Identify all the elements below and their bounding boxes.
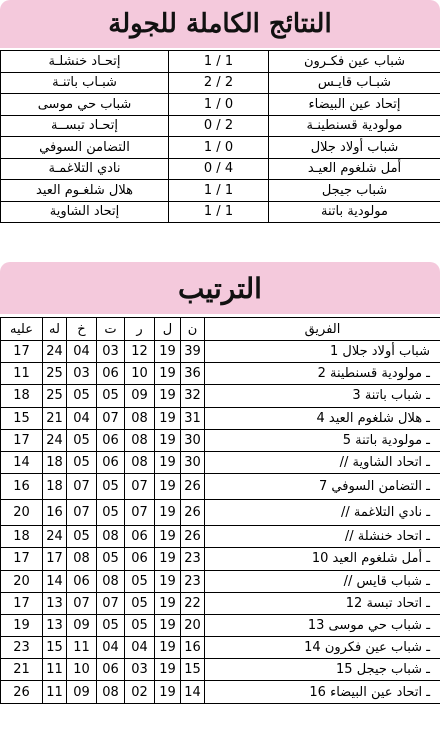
result-row [1, 201, 440, 223]
home-team: شباب جيجل [269, 180, 440, 202]
standings-row [1, 451, 440, 473]
stat-w: 05 [125, 570, 155, 592]
standings-row [1, 363, 440, 385]
standings-row [1, 474, 440, 500]
match-score: 0 / 2 [169, 115, 269, 137]
away-team: هلال شلغـوم العيد [1, 180, 169, 202]
stat-ga: 17 [1, 548, 43, 570]
away-team: إتحاد الشاوية [1, 201, 169, 223]
col-points: ن [181, 318, 205, 341]
stat-l: 05 [67, 451, 97, 473]
stat-gf: 17 [43, 548, 67, 570]
standings-row [1, 637, 440, 659]
col-lost: خ [67, 318, 97, 341]
col-drawn: ت [97, 318, 125, 341]
standings-row [1, 570, 440, 592]
team-name: // ـ اتحاد خنشلة [205, 526, 440, 548]
team-name: 16 ـ اتحاد عين البيضاء [205, 681, 440, 703]
stat-w: 07 [125, 500, 155, 526]
stat-gf: 14 [43, 570, 67, 592]
stat-l: 07 [67, 500, 97, 526]
standings-row [1, 429, 440, 451]
standings-row [1, 385, 440, 407]
stat-gf: 18 [43, 451, 67, 473]
stat-pts: 20 [181, 614, 205, 636]
stat-gf: 24 [43, 429, 67, 451]
standings-table [0, 317, 440, 704]
stat-l: 07 [67, 474, 97, 500]
stat-pl: 19 [155, 592, 181, 614]
stat-w: 09 [125, 385, 155, 407]
stat-gf: 25 [43, 363, 67, 385]
stat-d: 06 [97, 429, 125, 451]
team-name: 13 ـ شباب حي موسى [205, 614, 440, 636]
team-name: 3 ـ شباب باتنة [205, 385, 440, 407]
stat-pl: 19 [155, 526, 181, 548]
stat-ga: 11 [1, 363, 43, 385]
stat-pts: 30 [181, 429, 205, 451]
stat-pts: 23 [181, 570, 205, 592]
stat-ga: 26 [1, 681, 43, 703]
stat-w: 07 [125, 474, 155, 500]
home-team: شباب عين فكـرون [269, 51, 440, 73]
team-name: 14 ـ شباب عين فكرون [205, 637, 440, 659]
stat-l: 09 [67, 614, 97, 636]
away-team: التضامن السوفي [1, 137, 169, 159]
result-row [1, 72, 440, 94]
standings-title: الترتيب [0, 262, 440, 314]
away-team: إتحـاد تبســة [1, 115, 169, 137]
standings-row [1, 614, 440, 636]
match-score: 1 / 1 [169, 201, 269, 223]
stat-w: 10 [125, 363, 155, 385]
result-row [1, 94, 440, 116]
home-team: شبـاب قايـس [269, 72, 440, 94]
stat-l: 05 [67, 526, 97, 548]
team-name: 2 ـ مولودية قسنطينة [205, 363, 440, 385]
stat-d: 05 [97, 614, 125, 636]
stat-d: 05 [97, 385, 125, 407]
stat-l: 07 [67, 592, 97, 614]
result-row [1, 158, 440, 180]
team-name: 1 شباب أولاد جلال [205, 341, 440, 363]
home-team: إتحاد عين البيضاء [269, 94, 440, 116]
stat-pl: 19 [155, 341, 181, 363]
stat-d: 05 [97, 500, 125, 526]
stat-w: 05 [125, 592, 155, 614]
standings-row [1, 341, 440, 363]
stat-w: 05 [125, 614, 155, 636]
standings-row [1, 407, 440, 429]
standings-row [1, 500, 440, 526]
stat-w: 12 [125, 341, 155, 363]
stat-pts: 30 [181, 451, 205, 473]
stat-pts: 31 [181, 407, 205, 429]
stat-gf: 11 [43, 659, 67, 681]
stat-ga: 15 [1, 407, 43, 429]
home-team: مولودية باتنة [269, 201, 440, 223]
stat-l: 04 [67, 341, 97, 363]
stat-pts: 39 [181, 341, 205, 363]
stat-pts: 32 [181, 385, 205, 407]
away-team: نادي التلاغمـة [1, 158, 169, 180]
team-name: 4 ـ هلال شلغوم العيد [205, 407, 440, 429]
stat-pts: 26 [181, 526, 205, 548]
stat-l: 10 [67, 659, 97, 681]
stat-l: 03 [67, 363, 97, 385]
stat-ga: 20 [1, 500, 43, 526]
stat-pts: 22 [181, 592, 205, 614]
match-score: 1 / 0 [169, 137, 269, 159]
stat-ga: 20 [1, 570, 43, 592]
stat-d: 08 [97, 570, 125, 592]
standings-row [1, 526, 440, 548]
result-row [1, 51, 440, 73]
standings-row [1, 659, 440, 681]
stat-w: 02 [125, 681, 155, 703]
stat-gf: 11 [43, 681, 67, 703]
match-score: 1 / 1 [169, 51, 269, 73]
stat-pl: 19 [155, 548, 181, 570]
col-played: ل [155, 318, 181, 341]
stat-pts: 15 [181, 659, 205, 681]
stat-gf: 24 [43, 341, 67, 363]
col-team: الفريق [205, 318, 440, 341]
stat-pl: 19 [155, 429, 181, 451]
stat-w: 04 [125, 637, 155, 659]
stat-l: 05 [67, 429, 97, 451]
stat-d: 05 [97, 474, 125, 500]
stat-pts: 26 [181, 474, 205, 500]
stat-ga: 21 [1, 659, 43, 681]
stat-pts: 14 [181, 681, 205, 703]
results-table [0, 50, 440, 223]
result-row [1, 115, 440, 137]
stat-ga: 14 [1, 451, 43, 473]
team-name: // ـ اتحاد الشاوية [205, 451, 440, 473]
stat-w: 08 [125, 429, 155, 451]
stat-d: 03 [97, 341, 125, 363]
stat-d: 07 [97, 592, 125, 614]
stat-d: 07 [97, 407, 125, 429]
away-team: إتحـاد خنشلـة [1, 51, 169, 73]
stat-w: 06 [125, 548, 155, 570]
standings-row [1, 592, 440, 614]
standings-header-row [1, 318, 440, 341]
team-name: 15 ـ شباب جيجل [205, 659, 440, 681]
stat-w: 08 [125, 407, 155, 429]
match-score: 0 / 4 [169, 158, 269, 180]
standings-row [1, 548, 440, 570]
stat-d: 06 [97, 363, 125, 385]
stat-w: 08 [125, 451, 155, 473]
stat-ga: 17 [1, 341, 43, 363]
stat-d: 04 [97, 637, 125, 659]
stat-gf: 16 [43, 500, 67, 526]
stat-ga: 18 [1, 526, 43, 548]
stat-w: 06 [125, 526, 155, 548]
result-row [1, 137, 440, 159]
stat-ga: 23 [1, 637, 43, 659]
stat-d: 08 [97, 681, 125, 703]
stat-l: 09 [67, 681, 97, 703]
stat-ga: 17 [1, 592, 43, 614]
stat-l: 08 [67, 548, 97, 570]
stat-d: 06 [97, 659, 125, 681]
stat-pts: 16 [181, 637, 205, 659]
home-team: أمل شلغوم العيـد [269, 158, 440, 180]
team-name: // ـ نادي التلاغمة [205, 500, 440, 526]
stat-l: 04 [67, 407, 97, 429]
result-row [1, 180, 440, 202]
home-team: مولودية قسنطينـة [269, 115, 440, 137]
stat-gf: 21 [43, 407, 67, 429]
col-goals-against: عليه [1, 318, 43, 341]
match-score: 2 / 2 [169, 72, 269, 94]
standings-row [1, 681, 440, 703]
stat-ga: 19 [1, 614, 43, 636]
results-title: النتائج الكاملة للجولة [0, 0, 440, 48]
col-won: ر [125, 318, 155, 341]
stat-pl: 19 [155, 570, 181, 592]
stat-pl: 19 [155, 407, 181, 429]
stat-gf: 24 [43, 526, 67, 548]
stat-gf: 15 [43, 637, 67, 659]
stat-w: 03 [125, 659, 155, 681]
stat-pl: 19 [155, 500, 181, 526]
team-name: 12 ـ اتحاد تبسة [205, 592, 440, 614]
team-name: // ـ شباب قايس [205, 570, 440, 592]
stat-pl: 19 [155, 659, 181, 681]
stat-d: 08 [97, 526, 125, 548]
stat-pl: 19 [155, 681, 181, 703]
stat-d: 06 [97, 451, 125, 473]
stat-pl: 19 [155, 385, 181, 407]
team-name: 10 ـ أمل شلغوم العيد [205, 548, 440, 570]
home-team: شباب أولاد جلال [269, 137, 440, 159]
stat-l: 06 [67, 570, 97, 592]
stat-pl: 19 [155, 363, 181, 385]
stat-d: 05 [97, 548, 125, 570]
stat-gf: 13 [43, 614, 67, 636]
match-score: 1 / 1 [169, 180, 269, 202]
stat-ga: 17 [1, 429, 43, 451]
stat-gf: 18 [43, 474, 67, 500]
stat-pl: 19 [155, 474, 181, 500]
stat-ga: 18 [1, 385, 43, 407]
away-team: شبـاب باتنـة [1, 72, 169, 94]
stat-pts: 23 [181, 548, 205, 570]
stat-pl: 19 [155, 451, 181, 473]
stat-gf: 25 [43, 385, 67, 407]
team-name: 5 ـ مولودية باتنة [205, 429, 440, 451]
stat-l: 05 [67, 385, 97, 407]
stat-pl: 19 [155, 614, 181, 636]
match-score: 1 / 0 [169, 94, 269, 116]
stat-ga: 16 [1, 474, 43, 500]
team-name: 7 ـ التضامن السوفي [205, 474, 440, 500]
col-goals-for: له [43, 318, 67, 341]
stat-gf: 13 [43, 592, 67, 614]
stat-pl: 19 [155, 637, 181, 659]
stat-pts: 36 [181, 363, 205, 385]
away-team: شباب حي موسى [1, 94, 169, 116]
stat-l: 11 [67, 637, 97, 659]
stat-pts: 26 [181, 500, 205, 526]
